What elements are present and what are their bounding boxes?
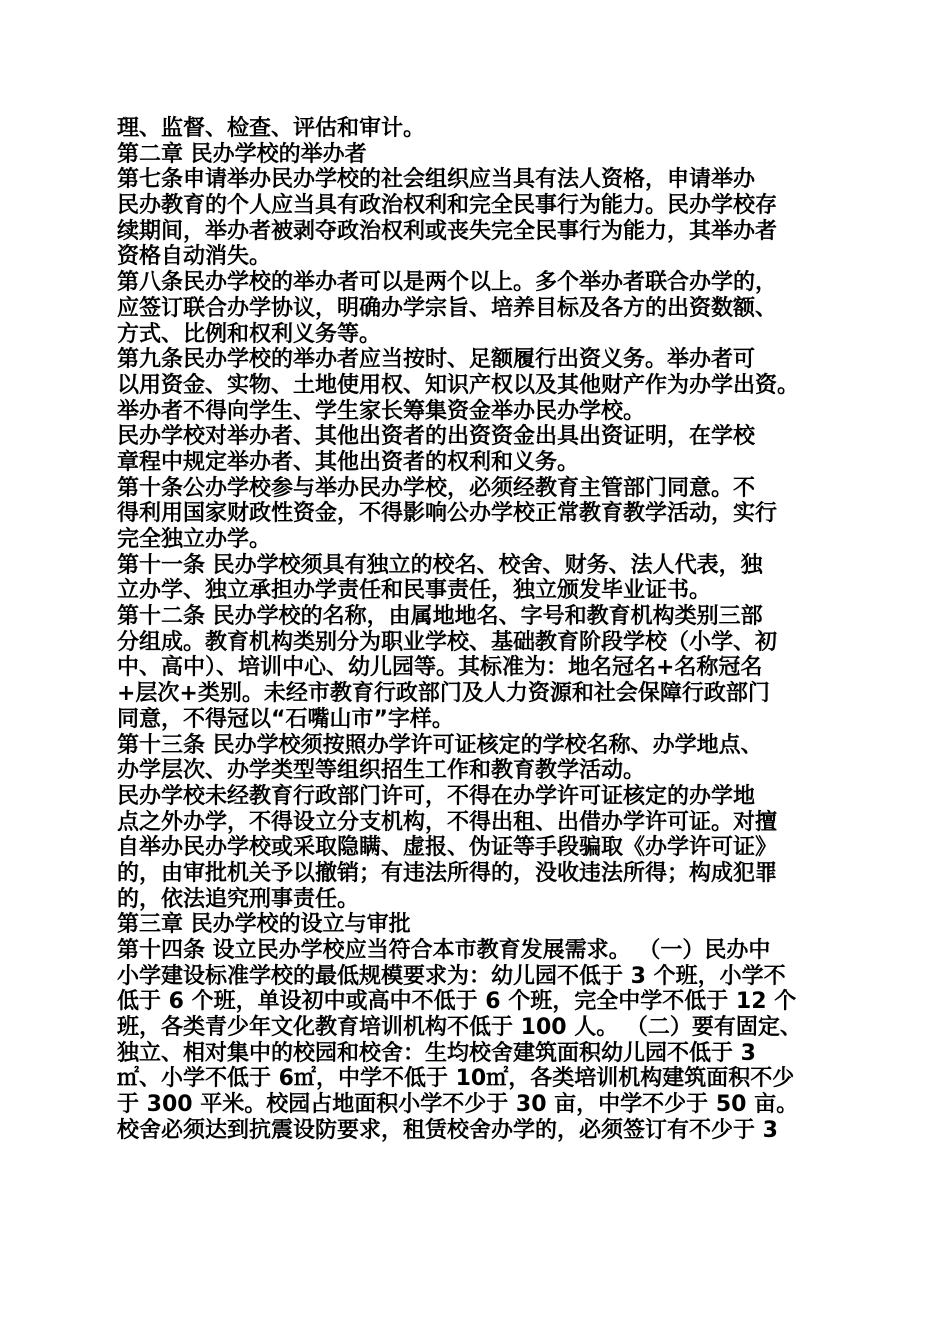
text-line: +层次+类别。未经市教育行政部门及人力资源和社会保障行政部门 bbox=[117, 681, 770, 707]
text-line: 章程中规定举办者、其他出资者的权利和义务。 bbox=[117, 449, 580, 475]
chapter-heading: 第三章 民办学校的设立与审批 bbox=[117, 912, 411, 938]
text-line: 第十三条 民办学校须按照办学许可证核定的学校名称、办学地点、 bbox=[117, 732, 763, 758]
text-line: 校舍必须达到抗震设防要求，租赁校舍办学的，必须签订有不少于 3 bbox=[117, 1117, 778, 1143]
text-line: 办学层次、办学类型等组织招生工作和教育教学活动。 bbox=[117, 758, 646, 784]
text-line: 资格自动消失。 bbox=[117, 244, 272, 270]
text-line: 中、高中）、培训中心、幼儿园等。其标准为：地名冠名+名称冠名 bbox=[117, 655, 763, 681]
text-line: 小学建设标准学校的最低规模要求为：幼儿园不低于 3 个班，小学不 bbox=[117, 963, 786, 989]
text-line: 第九条民办学校的举办者应当按时、足额履行出资义务。举办者可 bbox=[117, 347, 756, 373]
text-line: 第十条公办学校参与举办民办学校，必须经教育主管部门同意。不 bbox=[117, 475, 756, 501]
text-line: 续期间，举办者被剥夺政治权利或丧失完全民事行为能力，其举办者 bbox=[117, 218, 778, 244]
text-line: 民办学校未经教育行政部门许可，不得在办学许可证核定的办学地 bbox=[117, 783, 756, 809]
text-line: 低于 6 个班，单设初中或高中不低于 6 个班，完全中学不低于 12 个 bbox=[117, 989, 797, 1015]
text-line: 同意，不得冠以“石嘴山市”字样。 bbox=[117, 706, 454, 732]
text-line: 举办者不得向学生、学生家长筹集资金举办民办学校。 bbox=[117, 398, 646, 424]
text-line: ㎡、小学不低于 6㎡，中学不低于 10㎡，各类培训机构建筑面积不少 bbox=[117, 1066, 795, 1092]
chapter-heading: 第二章 民办学校的举办者 bbox=[117, 141, 367, 167]
text-line: 班，各类青少年文化教育培训机构不低于 100 人。 （二）要有固定、 bbox=[117, 1015, 802, 1041]
text-line: 第八条民办学校的举办者可以是两个以上。多个举办者联合办学的， bbox=[117, 270, 778, 296]
text-line: 立办学、独立承担办学责任和民事责任，独立颁发毕业证书。 bbox=[117, 578, 712, 604]
text-line: 得利用国家财政性资金，不得影响公办学校正常教育教学活动，实行 bbox=[117, 501, 778, 527]
text-line: 第七条申请举办民办学校的社会组织应当具有法人资格，申请举办 bbox=[117, 167, 756, 193]
text-line: 的，由审批机关予以撤销；有违法所得的，没收违法所得；构成犯罪 bbox=[117, 860, 778, 886]
text-line: 应签订联合办学协议，明确办学宗旨、培养目标及各方的出资数额、 bbox=[117, 295, 778, 321]
text-line: 完全独立办学。 bbox=[117, 527, 272, 552]
document-body bbox=[117, 116, 837, 1144]
text-line: 方式、比例和权利义务等。 bbox=[117, 321, 382, 347]
text-line: 自举办民办学校或采取隐瞒、虚报、伪证等手段骗取《办学许可证》 bbox=[117, 835, 778, 861]
text-line: 第十四条 设立民办学校应当符合本市教育发展需求。 （一）民办中 bbox=[117, 938, 771, 963]
text-line: 第十一条 民办学校须具有独立的校名、校舍、财务、法人代表，独 bbox=[117, 552, 763, 578]
text-line: 民办学校对举办者、其他出资者的出资资金出具出资证明，在学校 bbox=[117, 424, 756, 450]
text-line: 分组成。教育机构类别分为职业学校、基础教育阶段学校（小学、初 bbox=[117, 629, 778, 655]
text-line: 理、监督、检查、评估和审计。 bbox=[117, 116, 426, 141]
text-line: 第十二条 民办学校的名称，由属地地名、字号和教育机构类别三部 bbox=[117, 604, 763, 630]
text-line: 点之外办学，不得设立分支机构，不得出租、出借办学许可证。对擅 bbox=[117, 809, 778, 835]
text-line: 的，依法追究刑事责任。 bbox=[117, 886, 360, 912]
text-line: 于 300 平米。校园占地面积小学不少于 30 亩，中学不少于 50 亩。 bbox=[117, 1092, 799, 1118]
text-line: 民办教育的个人应当具有政治权利和完全民事行为能力。民办学校存 bbox=[117, 193, 778, 219]
text-line: 独立、相对集中的校园和校舍：生均校舍建筑面积幼儿园不低于 3 bbox=[117, 1040, 756, 1066]
text-line: 以用资金、实物、土地使用权、知识产权以及其他财产作为办学出资。 bbox=[117, 372, 800, 398]
